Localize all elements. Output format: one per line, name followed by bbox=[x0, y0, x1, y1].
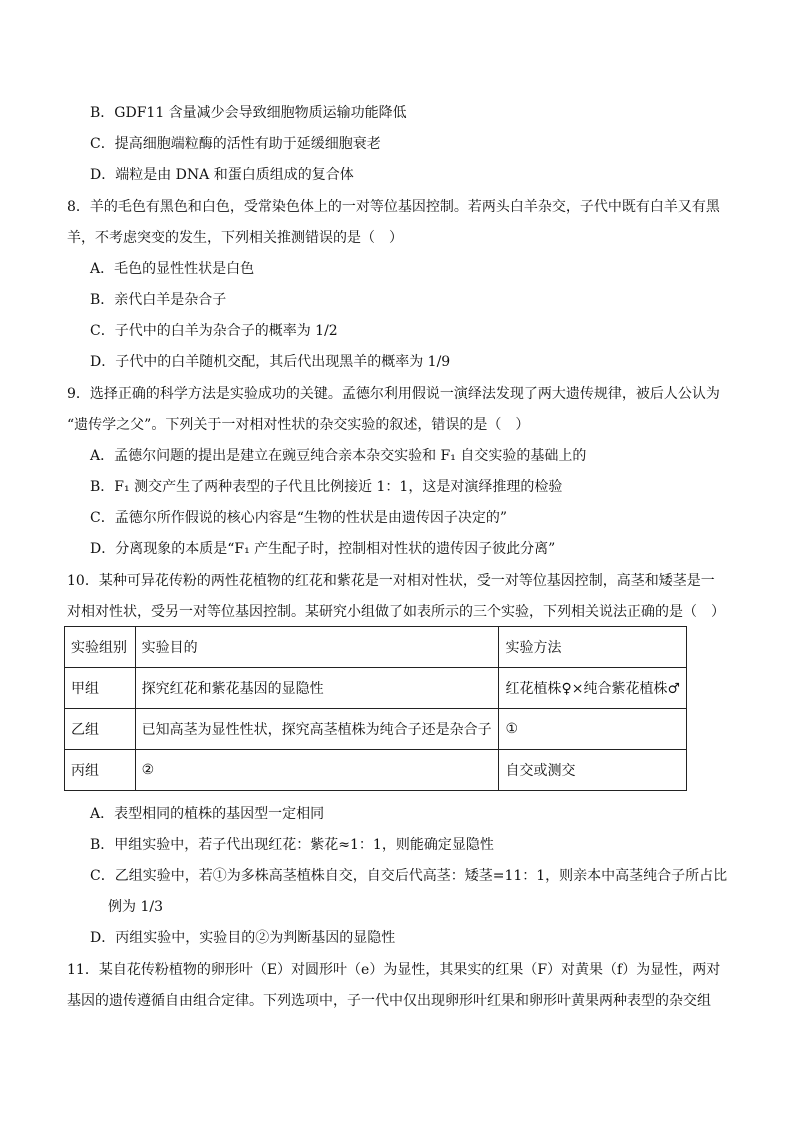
q10-option-c-line2: 例为 1/3 bbox=[108, 899, 163, 915]
table-row bbox=[65, 750, 687, 791]
q10-stem-line1: 10．某种可异花传粉的两性花植物的红花和紫花是一对相对性状，受一对等位基因控制，高茎和矮茎是一 bbox=[67, 573, 715, 589]
table-cell: 已知高茎为显性性状，探究高茎植株为纯合子还是杂合子 bbox=[135, 709, 499, 750]
table-header-cell: 实验方法 bbox=[499, 627, 687, 668]
table-cell: ① bbox=[499, 709, 687, 750]
q8-option-d: D．子代中的白羊随机交配，其后代出现黑羊的概率为 1/9 bbox=[90, 354, 451, 370]
table-row bbox=[65, 709, 687, 750]
table-cell: 乙组 bbox=[65, 709, 136, 750]
table-cell: 丙组 bbox=[65, 750, 136, 791]
table-header-row bbox=[65, 627, 687, 668]
q9-stem-line2: “遗传学之父”。下列关于一对相对性状的杂交实验的叙述，错误的是（ ） bbox=[67, 417, 530, 433]
q11-stem-line1: 11．某自花传粉植物的卵形叶（E）对圆形叶（e）为显性，其果实的红果（F）对黄果（f）为显性，两对 bbox=[67, 962, 721, 978]
q10-option-d: D．丙组实验中，实验目的②为判断基因的显隐性 bbox=[90, 930, 396, 946]
q8-option-a: A．毛色的显性性状是白色 bbox=[90, 261, 255, 277]
q10-option-b: B．甲组实验中，若子代出现红花：紫花≈1：1，则能确定显隐性 bbox=[90, 837, 494, 853]
q9-option-a: A．孟德尔问题的提出是建立在豌豆纯合亲本杂交实验和 F₁ 自交实验的基础上的 bbox=[90, 448, 587, 464]
table-cell: 甲组 bbox=[65, 668, 136, 709]
q11-stem-line2: 基因的遗传遵循自由组合定律。下列选项中，子一代中仅出现卵形叶红果和卵形叶黄果两种表型的杂交组 bbox=[67, 993, 711, 1009]
q10-option-c-line1: C．乙组实验中，若①为多株高茎植株自交，自交后代高茎：矮茎=11：1，则亲本中高茎纯合子所占比 bbox=[90, 868, 728, 884]
q8-stem-line2: 羊，不考虑突变的发生，下列相关推测错误的是（ ） bbox=[67, 230, 403, 246]
q9-option-b: B．F₁ 测交产生了两种表型的子代且比例接近 1：1，这是对演绎推理的检验 bbox=[90, 479, 563, 495]
q10-stem-line2: 对相对性状，受另一对等位基因控制。某研究小组做了如表所示的三个实验，下列相关说法正确的是（ ） bbox=[67, 604, 725, 620]
q8-option-c: C．子代中的白羊为杂合子的概率为 1/2 bbox=[90, 323, 338, 339]
table-cell: 自交或测交 bbox=[499, 750, 687, 791]
table-cell: ② bbox=[135, 750, 499, 791]
table-cell: 红花植株♀×纯合紫花植株♂ bbox=[499, 668, 687, 709]
experiment-table bbox=[64, 626, 687, 791]
q7-option-c: C．提高细胞端粒酶的活性有助于延缓细胞衰老 bbox=[90, 136, 381, 152]
q9-stem-line1: 9．选择正确的科学方法是实验成功的关键。孟德尔利用假说一演绎法发现了两大遗传规律，被后人公认为 bbox=[67, 386, 720, 402]
q7-option-d: D．端粒是由 DNA 和蛋白质组成的复合体 bbox=[90, 167, 354, 183]
q8-stem-line1: 8．羊的毛色有黑色和白色，受常染色体上的一对等位基因控制。若两头白羊杂交，子代中既有白羊又有黑 bbox=[67, 199, 720, 215]
table-row bbox=[65, 668, 687, 709]
q7-option-b: B．GDF11 含量减少会导致细胞物质运输功能降低 bbox=[90, 105, 407, 121]
q9-option-d: D．分离现象的本质是“F₁ 产生配子时，控制相对性状的遗传因子彼此分离” bbox=[90, 541, 556, 557]
table-header-cell: 实验目的 bbox=[135, 627, 499, 668]
q10-option-a: A．表型相同的植株的基因型一定相同 bbox=[90, 806, 325, 822]
table-cell: 探究红花和紫花基因的显隐性 bbox=[135, 668, 499, 709]
q8-option-b: B．亲代白羊是杂合子 bbox=[90, 292, 227, 308]
q9-option-c: C．孟德尔所作假说的核心内容是“生物的性状是由遗传因子决定的” bbox=[90, 510, 508, 526]
table-header-cell: 实验组别 bbox=[65, 627, 136, 668]
